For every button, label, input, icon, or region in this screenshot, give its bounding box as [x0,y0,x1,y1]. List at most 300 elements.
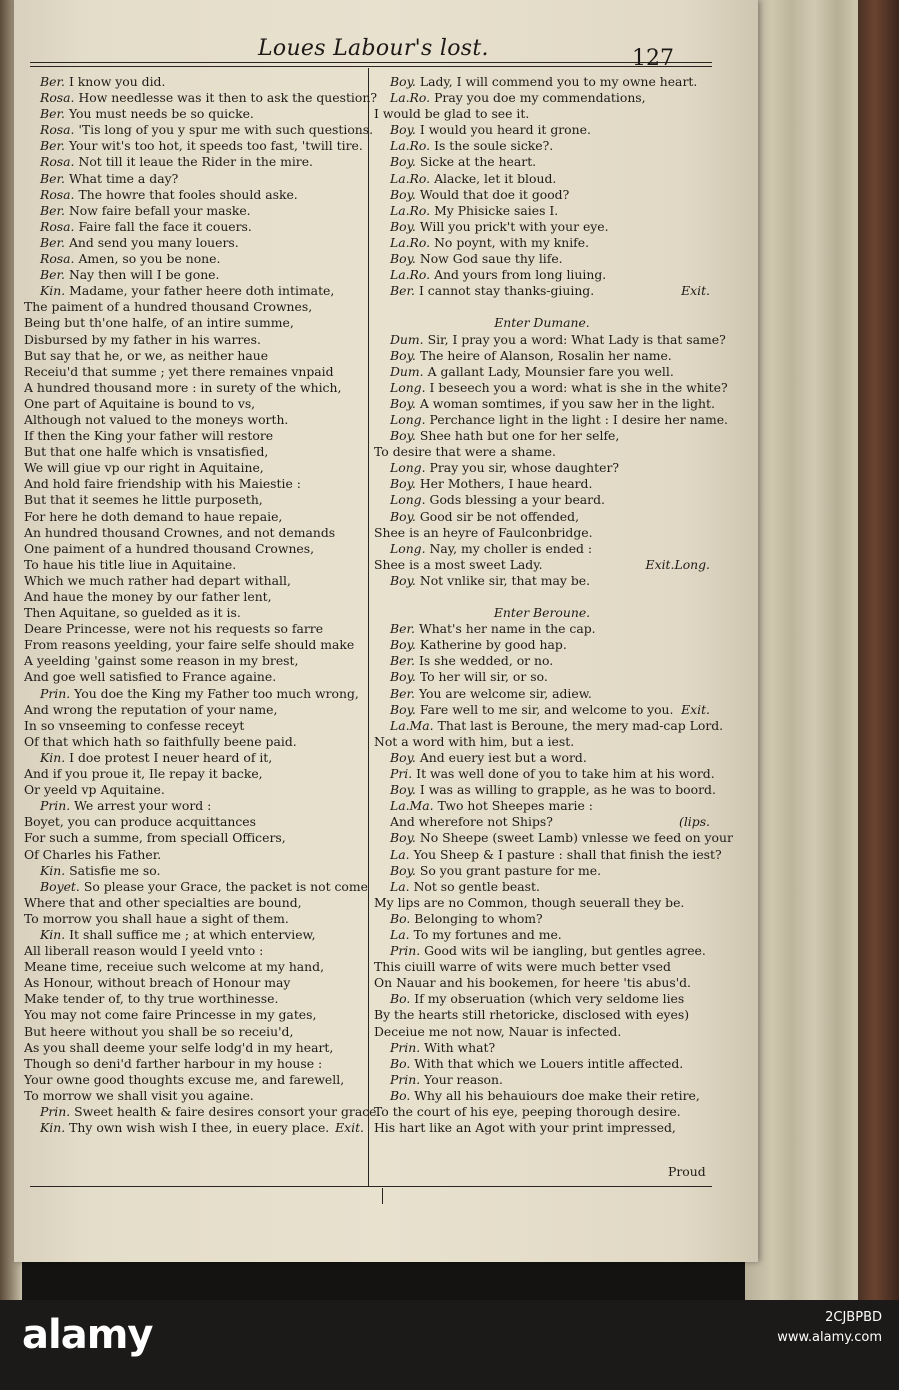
speaker-prefix: Ber. [40,267,65,283]
text-column-left [24,74,381,1136]
text-line [374,154,710,170]
text-line [24,380,364,396]
verse-text: Deceiue me not now, Nauar is infected. [374,1023,622,1039]
text-line [24,557,364,573]
verse-text: All liberall reason would I yeeld vnto : [24,943,264,959]
image-id: 2CJBPBD [825,1310,882,1325]
speaker-prefix: Boy. [390,395,416,411]
verse-text: But heere without you shall be so receiu'd, [24,1023,294,1039]
text-line [374,766,715,782]
verse-text: What time a day? [68,170,179,186]
text-line [24,1120,364,1136]
verse-text: Shee hath but one for her selfe, [419,428,620,444]
text-line [374,1072,710,1088]
text-line [374,991,710,1007]
text-line [24,830,364,846]
verse-text: I was as willing to grapple, as he was to boord. [419,782,716,798]
text-line [374,1024,710,1040]
text-line [374,411,728,428]
text-line [374,686,710,702]
text-line [374,460,710,476]
speaker-prefix: Rosa. [40,122,75,138]
speaker-prefix: Ber. [40,170,65,186]
text-line [24,74,364,90]
text-line [24,621,364,637]
verse-text: Lady, I will commend you to my owne heart. [419,74,698,89]
text-line [374,379,728,396]
text-line [374,106,710,122]
verse-text: We will giue vp our right in Aquitaine, [24,460,264,476]
verse-text: I know you did. [68,74,166,89]
speaker-prefix: Kin. [40,749,66,765]
verse-text: It shall suffice me ; at which enterview, [69,926,316,942]
text-line [374,219,710,235]
text-line [374,557,710,573]
exit-direction: Exit. [681,283,710,299]
speaker-prefix: La. [390,846,410,862]
text-line [24,251,364,267]
verse-text: Of that which hath so faithfully beene paid. [24,733,297,749]
verse-text: Perchance light in the light : I desire her name. [429,411,728,427]
verse-text: How needlesse was it then to ask the question? [78,90,377,106]
exit-direction: Exit. [335,1120,364,1136]
verse-text: Gods blessing a your beard. [429,492,605,508]
verse-text: A gallant Lady, Mounsier fare you well. [427,363,674,379]
verse-text: With that which we Louers intitle affected. [414,1055,684,1071]
verse-text: Receiu'd that summe ; yet there remaines vnpaid [24,363,334,379]
speaker-prefix: Rosa. [40,186,75,202]
verse-text: Although not valued to the moneys worth. [24,411,289,427]
verse-text: To my fortunes and me. [413,926,562,942]
verse-text: Now God saue thy life. [419,251,563,267]
speaker-prefix: La. [390,926,410,942]
verse-text: Madame, your father heere doth intimate, [69,283,335,299]
text-line [374,348,710,364]
text-line [374,782,716,798]
text-line [374,541,710,557]
text-line [374,525,710,541]
text-line [374,1120,710,1136]
verse-text: Thy own wish wish I thee, in euery place. [69,1120,330,1136]
verse-text: I doe protest I neuer heard of it, [69,749,273,765]
verse-text: Your owne good thoughts excuse me, and farewell, [24,1071,345,1087]
verse-text: Boyet, you can produce acquittances [24,814,256,830]
speaker-prefix: Ber. [390,653,415,669]
text-line [24,605,364,621]
speaker-prefix: Ber. [40,106,65,122]
gutter-mark [382,1188,383,1204]
text-line [374,1088,710,1104]
verse-text: Faire fall the face it couers. [78,218,252,234]
text-line [374,235,710,251]
verse-text: Or yeeld vp Aquitaine. [24,782,165,798]
text-line [24,814,364,830]
text-line [374,830,733,846]
verse-text: You Sheep & I pasture : shall that finish the iest? [413,846,722,862]
verse-text: The howre that fooles should aske. [78,186,298,202]
verse-text: But that it seemes he little purposeth, [24,492,263,508]
verse-text: Two hot Sheepes marie : [437,798,593,814]
text-line [24,718,364,734]
book-cover-edge [858,0,899,1300]
verse-text: Alacke, let it bloud. [434,170,557,186]
text-line [24,911,364,927]
text-line [374,1056,710,1072]
text-line [24,637,364,653]
text-line [24,235,364,251]
text-line [374,283,710,299]
verse-text: Amen, so you be none. [78,251,221,267]
text-line [374,927,710,943]
exit-direction: Exit. [681,701,710,717]
verse-text: So you grant pasture for me. [419,862,602,878]
speaker-prefix: Long. [390,492,426,508]
text-line [24,332,364,348]
speaker-prefix: Boy. [390,186,416,202]
text-line [24,734,364,750]
verse-text: Nay, my choller is ended : [429,540,593,556]
verse-text: That last is Beroune, the mery mad-cap Lord. [437,717,724,733]
text-line [24,895,364,911]
text-line [24,428,364,444]
verse-text: My lips are no Common, though seuerall they be. [374,894,685,910]
speaker-prefix: Bo. [390,991,411,1007]
text-line [374,589,710,605]
text-line [24,364,364,380]
speaker-prefix: Boy. [390,782,416,798]
verse-text: Sicke at the heart. [419,154,537,170]
text-line [24,171,364,187]
verse-text: I would be glad to see it. [374,106,530,122]
speaker-prefix: Kin. [40,1120,66,1136]
speaker-prefix: La.Ro. [390,267,431,283]
verse-text: Why all his behauiours doe make their retire, [414,1087,700,1103]
text-line [374,299,710,315]
text-line [374,251,710,267]
text-line [374,203,710,219]
text-line [374,395,715,412]
text-line [24,991,364,1007]
verse-text: With what? [424,1039,496,1055]
verse-text: From reasons yeelding, your faire selfe should make [24,637,355,653]
text-line [374,621,710,637]
text-line [24,476,364,492]
speaker-prefix: Boy. [390,74,416,89]
text-line [24,541,364,557]
speaker-prefix: Prin. [40,1104,71,1119]
speaker-prefix: Pri. [390,766,413,782]
text-line [24,187,364,203]
speaker-prefix: Kin. [40,283,66,299]
header-rule-thin [30,66,712,67]
text-line [374,1040,710,1056]
verse-text: But that one halfe which is vnsatisfied, [24,444,269,460]
verse-text: Now faire befall your maske. [68,202,251,218]
verse-text: And wrong the reputation of your name, [24,701,278,717]
exit-direction: (lips. [679,814,710,830]
speaker-prefix: La.Ma. [390,798,434,814]
speaker-prefix: La.Ro. [390,90,431,106]
text-line [24,766,364,782]
verse-text: Not vnlike sir, that may be. [419,572,591,588]
text-line [24,396,364,412]
text-line [24,782,364,798]
text-line [24,444,364,460]
verse-text: Your reason. [424,1071,503,1087]
text-line [24,154,364,170]
verse-text: What's her name in the cap. [418,621,596,637]
verse-text: And wherefore not Ships? [390,814,553,830]
verse-text: But say that he, or we, as neither haue [24,347,269,363]
text-line [374,509,710,525]
verse-text: We arrest your word : [74,798,212,814]
text-line [24,702,364,718]
text-line [24,959,364,975]
verse-text: Is she wedded, or no. [418,653,554,669]
text-line [24,653,364,669]
verse-text: Where that and other specialties are bound, [24,894,302,910]
text-line [374,959,710,975]
verse-text: Katherine by good hap. [419,637,567,653]
speaker-prefix: Ber. [390,283,415,299]
text-line [24,122,374,138]
text-line [374,187,710,203]
text-line [374,943,710,959]
header-rule [30,62,712,63]
text-line [24,669,364,685]
verse-text: Sweet health & faire desires consort your grace. [74,1104,381,1119]
verse-text: You must needs be so quicke. [68,106,254,122]
verse-text: For here he doth demand to haue repaie, [24,508,283,524]
verse-text: And goe well satisfied to France againe. [24,669,277,685]
speaker-prefix: Boy. [390,637,416,653]
text-line [24,299,364,315]
text-line [24,283,364,299]
text-line [374,846,722,863]
text-line [374,975,710,991]
speaker-prefix: Boy. [390,347,416,363]
verse-text: Satisfie me so. [69,862,161,878]
verse-text: Not till it leaue the Rider in the mire. [78,154,313,170]
verse-text: To morrow we shall visit you againe. [24,1087,254,1103]
speaker-prefix: Ber. [40,202,65,218]
exit-direction: Exit.Long. [645,556,710,572]
verse-text: I would you heard it grone. [419,122,591,138]
speaker-prefix: Prin. [40,798,71,814]
text-line [374,814,710,830]
verse-text: Meane time, receiue such welcome at my hand, [24,959,325,975]
verse-text: No poynt, with my knife. [434,234,590,250]
text-line [374,331,726,348]
verse-text: Good sir be not offended, [419,508,580,524]
verse-text: To the court of his eye, peeping thorough desire. [374,1104,681,1119]
speaker-prefix: Kin. [40,926,66,942]
text-line [374,444,710,460]
speaker-prefix: Boy. [390,508,416,524]
text-line [374,74,710,90]
verse-text: Shee is an heyre of Faulconbridge. [374,524,593,540]
text-line [24,219,364,235]
verse-text: Of Charles his Father. [24,846,162,862]
verse-text: Though so deni'd farther harbour in my house : [24,1055,323,1071]
text-line [24,927,364,943]
text-line [374,267,710,283]
text-line [24,509,364,525]
text-line [374,717,724,734]
text-line [24,1104,381,1120]
verse-text: His hart like an Agot with your print impressed, [374,1120,676,1136]
text-column-right [374,74,733,1136]
text-line [374,1007,710,1023]
speaker-prefix: Boy. [390,428,416,444]
verse-text: No Sheepe (sweet Lamb) vnlesse we feed on your [419,830,733,846]
alamy-logo: alamy [22,1312,153,1358]
verse-text: The heire of Alanson, Rosalin her name. [419,347,672,363]
text-line [24,1007,364,1023]
text-line [24,525,364,541]
speaker-prefix: Long. [390,379,426,395]
text-line [24,90,377,106]
text-line [24,975,364,991]
text-line [374,669,710,685]
verse-text: If then the King your father will restore [24,428,274,444]
text-line [24,878,368,895]
text-line [374,171,710,187]
verse-text: You may not come faire Princesse in my gates, [24,1007,317,1023]
verse-text: On Nauar and his bookemen, for heere 'tis abus'd. [374,975,691,991]
verse-text: To her will sir, or so. [419,669,548,685]
speaker-prefix: Kin. [40,862,66,878]
speaker-prefix: Ber. [40,74,65,89]
text-line [374,863,710,879]
speaker-prefix: La.Ma. [390,717,434,733]
verse-text: Is the soule sicke?. [434,138,554,154]
verse-text: A hundred thousand more : in surety of the which, [24,379,342,395]
verse-text: I cannot stay thanks-giuing. [418,283,595,299]
verse-text: By the hearts still rhetoricke, disclosed with eyes) [374,1007,690,1023]
text-line [24,686,364,702]
text-line [374,364,710,380]
verse-text: Pray you sir, whose daughter? [429,460,620,476]
verse-text: Shee is a most sweet Lady. [374,556,543,572]
verse-text: If my obseruation (which very seldome lies [414,991,685,1007]
page-number: 127 [632,46,674,71]
text-line [374,90,710,106]
verse-text: Being but th'one halfe, of an intire summe, [24,315,294,331]
speaker-prefix: Boy. [390,830,416,846]
verse-text: A yeelding 'gainst some reason in my brest, [24,653,299,669]
speaker-prefix: Boy. [390,862,416,878]
verse-text: I beseech you a word: what is she in the white? [429,379,728,395]
stage-direction: Enter Beroune. [493,605,591,621]
verse-text: You are welcome sir, adiew. [418,685,592,701]
verse-text: Fare well to me sir, and welcome to you. [419,701,674,717]
verse-text: Make tender of, to thy true worthinesse. [24,991,279,1007]
verse-text: One paiment of a hundred thousand Crownes, [24,540,315,556]
verse-text: As you shall deeme your selfe lodg'd in my heart, [24,1039,334,1055]
speaker-prefix: Dum. [390,331,424,347]
text-line [24,750,364,766]
verse-text: Then Aquitane, so guelded as it is. [24,605,241,621]
text-line [24,1056,364,1072]
text-line [374,573,710,589]
speaker-prefix: Boy. [390,251,416,267]
text-line [24,573,364,589]
speaker-prefix: Ber. [40,138,65,154]
verse-text: Will you prick't with your eye. [419,218,609,234]
text-line [374,702,710,718]
text-line [374,428,710,444]
speaker-prefix: Boy. [390,218,416,234]
text-line [24,348,364,364]
speaker-prefix: La.Ro. [390,202,431,218]
verse-text: My Phisicke saies I. [434,202,559,218]
text-line [24,1088,364,1104]
text-line [24,1024,364,1040]
text-line [24,1072,364,1088]
footer-rule [30,1186,712,1187]
verse-text: It was well done of you to take him at his word. [416,766,715,782]
text-line [374,122,710,138]
text-line [374,476,710,492]
text-line [24,1040,364,1056]
speaker-prefix: Long. [390,540,426,556]
speaker-prefix: Prin. [390,943,421,959]
verse-text: For such a summe, from speciall Officers, [24,830,286,846]
speaker-prefix: Ber. [390,685,415,701]
verse-text: Belonging to whom? [414,910,543,926]
verse-text: Which we much rather had depart withall, [24,572,291,588]
speaker-prefix: Rosa. [40,218,75,234]
speaker-prefix: Prin. [390,1071,421,1087]
verse-text: And haue the money by our father lent, [24,589,272,604]
verse-text: Your wit's too hot, it speeds too fast, 'twill tire. [68,138,363,154]
speaker-prefix: La.Ro. [390,138,431,154]
verse-text: Her Mothers, I haue heard. [419,476,593,492]
verse-text: An hundred thousand Crownes, and not demands [24,524,336,540]
stage-direction: Enter Dumane. [494,315,590,331]
speaker-prefix: Rosa. [40,90,75,106]
speaker-prefix: La.Ro. [390,234,431,250]
speaker-prefix: Boy. [390,572,416,588]
speaker-prefix: Rosa. [40,154,75,170]
text-line [374,1104,710,1120]
text-line [374,750,710,766]
verse-text: Nay then will I be gone. [68,267,220,283]
text-line [24,460,364,476]
verse-text: 'Tis long of you y spur me with such questions. [78,122,374,138]
speaker-prefix: Prin. [390,1039,421,1055]
text-line [24,106,364,122]
verse-text: Not a word with him, but a iest. [374,733,575,749]
text-line [24,492,364,508]
speaker-prefix: Bo. [390,1087,411,1103]
text-line [24,138,364,154]
speaker-prefix: Long. [390,411,426,427]
text-line [374,637,710,653]
speaker-prefix: La.Ro. [390,170,431,186]
verse-text: Sir, I pray you a word: What Lady is that same? [427,331,726,347]
speaker-prefix: Boyet. [40,878,80,894]
verse-text: In so vnseeming to confesse receyt [24,717,245,733]
verse-text: This ciuill warre of wits were much better vsed [374,959,671,975]
speaker-prefix: Ber. [40,234,65,250]
speaker-prefix: Boy. [390,669,416,685]
speaker-prefix: Bo. [390,1055,411,1071]
text-line [24,863,364,879]
speaker-prefix: Boy. [390,749,416,765]
text-line [374,895,710,911]
